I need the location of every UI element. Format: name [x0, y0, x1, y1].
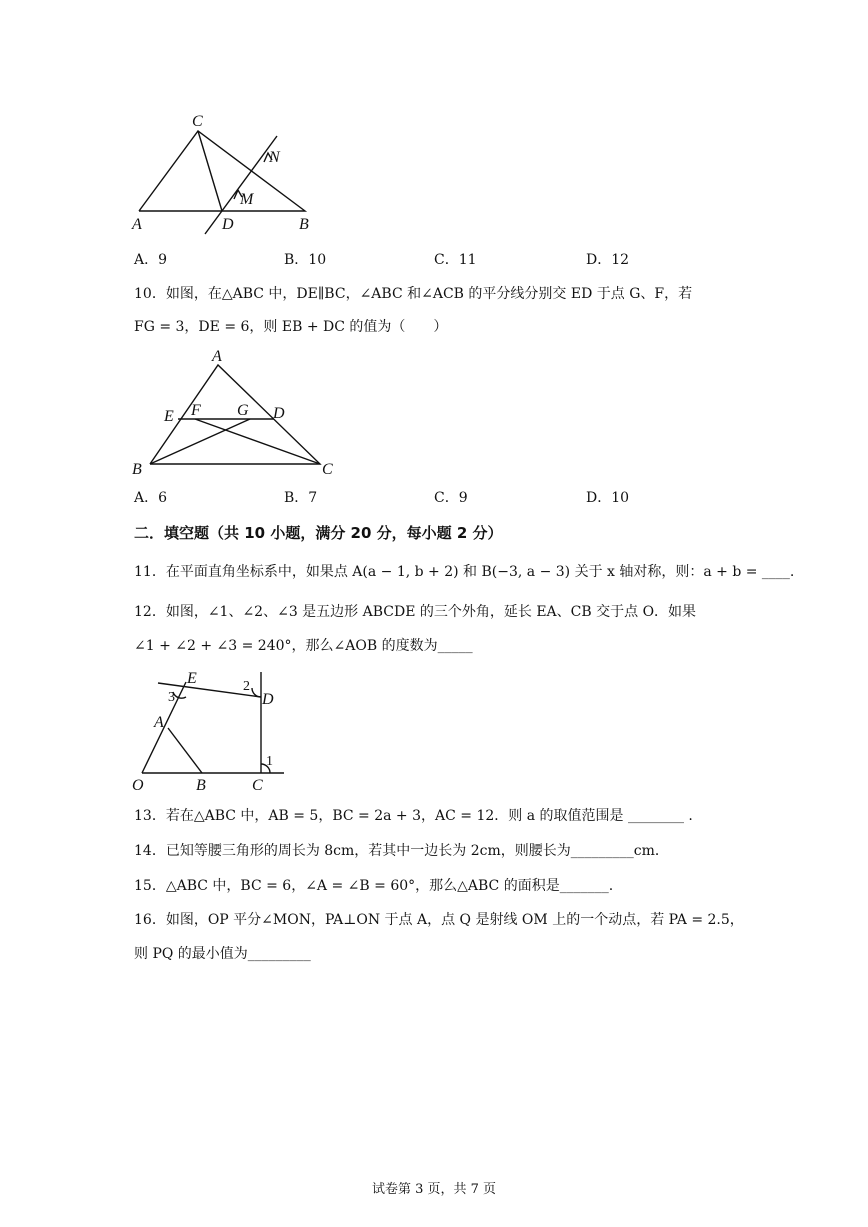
q10-option-c: C．9 [434, 490, 468, 506]
q9-option-c: C．11 [434, 252, 477, 268]
q16-line1: 16．如图，OP 平分∠MON，PA⊥ON 于点 A，点 Q 是射线 OM 上的一个动点，若 PA = 2.5， [134, 912, 744, 928]
label-b: B [132, 461, 142, 478]
q15-text: 15．△ABC 中，BC = 6，∠A = ∠B = 60°，那么△ABC 的面积是_______. [134, 878, 614, 894]
q10-option-a: A．6 [134, 490, 168, 506]
segment-oe [142, 682, 186, 773]
label-a: A [132, 216, 142, 233]
section-heading-fill-in: 二．填空题（共 10 小题，满分 20 分，每小题 2 分） [134, 524, 503, 542]
triangle-abc [150, 365, 320, 464]
label-a: A [212, 348, 222, 365]
label-o: O [132, 777, 144, 794]
q10-line2: FG = 3，DE = 6，则 EB + DC 的值为（ ） [134, 319, 448, 335]
q12-line2: ∠1 + ∠2 + ∠3 = 240°，那么∠AOB 的度数为_____ [134, 638, 473, 654]
q10-option-b: B．7 [284, 490, 318, 506]
label-d: D [273, 405, 285, 422]
q16-line2: 则 PQ 的最小值为_________ [134, 946, 311, 962]
label-d: D [222, 216, 234, 233]
q10-option-d: D．10 [586, 490, 630, 506]
q9-option-a: A．9 [134, 252, 168, 268]
bisector-cf [195, 419, 320, 464]
label-2: 2 [243, 679, 250, 694]
line-mn [205, 136, 277, 234]
label-f: F [191, 402, 201, 419]
q12-line1: 12．如图，∠1、∠2、∠3 是五边形 ABCDE 的三个外角，延长 EA、CB 交于点 O．如果 [134, 604, 697, 620]
label-c: C [252, 777, 263, 794]
triangle-abc [139, 131, 305, 211]
label-n: N [269, 149, 280, 166]
q13-text: 13．若在△ABC 中，AB = 5，BC = 2a + 3，AC = 12．则 a 的取值范围是 ________ . [134, 808, 693, 824]
q9-option-d: D．12 [586, 252, 630, 268]
q10-line1: 10．如图，在△ABC 中，DE∥BC，∠ABC 和∠ACB 的平分线分别交 ED 于点 G、F，若 [134, 286, 693, 302]
label-b: B [196, 777, 206, 794]
label-3: 3 [168, 690, 175, 705]
segment-ab [168, 728, 202, 773]
figure-q12 [128, 668, 288, 796]
segment-cd [198, 131, 222, 211]
label-g: G [237, 402, 249, 419]
label-d: D [262, 691, 274, 708]
label-c: C [192, 113, 203, 130]
q11-text: 11．在平面直角坐标系中，如果点 A(a − 1, b + 2) 和 B(−3, a − 3) 关于 x 轴对称，则：a + b = ____. [134, 564, 795, 580]
label-e: E [187, 670, 197, 687]
figure-q9 [125, 108, 309, 240]
q14-text: 14．已知等腰三角形的周长为 8cm，若其中一边长为 2cm，则腰长为_________cm． [134, 843, 669, 859]
label-1: 1 [266, 754, 273, 769]
figure-q10 [128, 344, 343, 479]
label-m: M [240, 191, 254, 208]
label-b: B [299, 216, 309, 233]
page-footer: 试卷第 3 页，共 7 页 [371, 1182, 497, 1197]
q9-option-b: B．10 [284, 252, 327, 268]
label-a: A [154, 714, 164, 731]
label-e: E [164, 408, 174, 425]
label-c: C [322, 461, 333, 478]
